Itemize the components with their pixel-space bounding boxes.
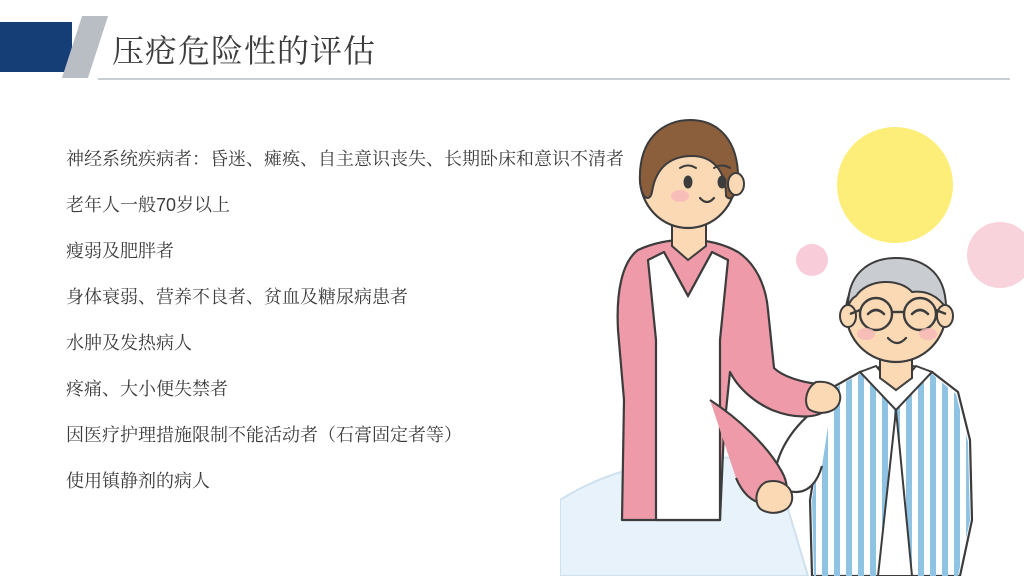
illustration-nurse-and-patient (560, 100, 1024, 576)
patient-cheek-right (919, 328, 937, 340)
list-item: 神经系统疾病者：昏迷、瘫痪、自主意识丧失、长期卧床和意识不清者 (66, 149, 624, 169)
decor-circle-pink-large (967, 222, 1024, 288)
page-title: 压疮危险性的评估 (112, 33, 377, 69)
nurse-hand-lower (756, 481, 792, 513)
patient-ear-right (937, 305, 953, 327)
list-item: 因医疗护理措施限制不能活动者（石膏固定者等） (66, 425, 462, 445)
list-item: 疼痛、大小便失禁者 (66, 379, 228, 399)
decor-circle-yellow (837, 127, 953, 243)
nurse-ear (728, 173, 744, 195)
decor-circle-pink-small (796, 244, 828, 276)
list-item: 使用镇静剂的病人 (66, 471, 210, 491)
list-item: 身体衰弱、营养不良者、贫血及糖尿病患者 (66, 287, 408, 307)
nurse-eye-right (718, 176, 727, 189)
nurse-cheek (671, 190, 689, 202)
header-divider (98, 78, 1010, 80)
header-accent-block (0, 22, 72, 72)
slide-header (0, 0, 1024, 92)
nurse-eye-left (684, 176, 693, 189)
patient-ear-left (840, 305, 856, 327)
nurse-hand-upper (806, 382, 840, 413)
list-item: 瘦弱及肥胖者 (66, 241, 174, 261)
patient-cheek-left (857, 328, 875, 340)
list-item: 水肿及发热病人 (66, 333, 192, 353)
list-item: 老年人一般70岁以上 (66, 195, 231, 215)
